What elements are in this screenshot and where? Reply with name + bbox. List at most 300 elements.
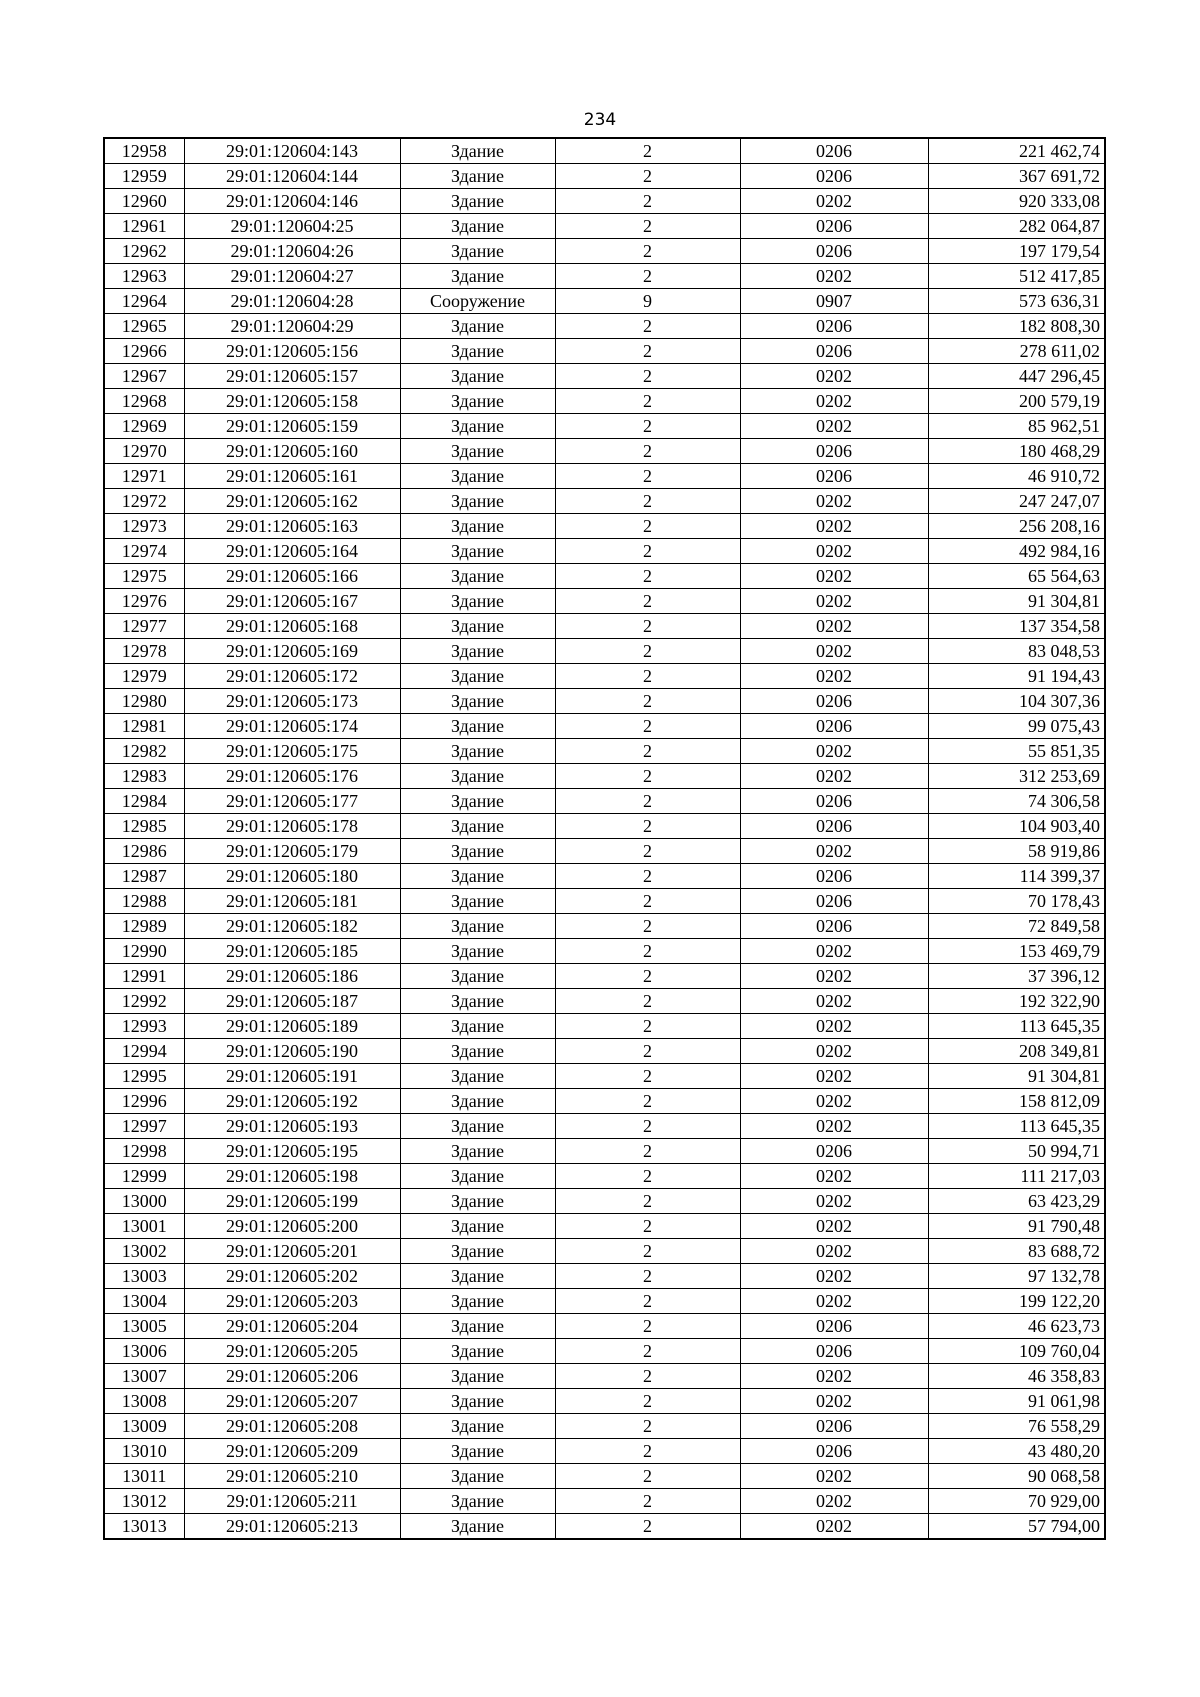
- cadastral-number-cell: 29:01:120605:203: [184, 1289, 400, 1314]
- cadastral-number-cell: 29:01:120604:143: [184, 138, 400, 164]
- table-row: [104, 714, 1105, 739]
- row-number-cell: 13012: [104, 1489, 184, 1514]
- code-cell: 0202: [740, 1364, 928, 1389]
- table-row: [104, 1314, 1105, 1339]
- cadastral-value-cell: 72 849,58: [928, 914, 1105, 939]
- code-cell: 0206: [740, 339, 928, 364]
- row-number-cell: 13001: [104, 1214, 184, 1239]
- cadastral-value-cell: 91 304,81: [928, 589, 1105, 614]
- group-cell: 2: [555, 1164, 740, 1189]
- code-cell: 0202: [740, 1289, 928, 1314]
- group-cell: 2: [555, 914, 740, 939]
- object-type-cell: Здание: [400, 989, 555, 1014]
- cadastral-value-cell: 57 794,00: [928, 1514, 1105, 1540]
- object-type-cell: Здание: [400, 514, 555, 539]
- object-type-cell: Здание: [400, 389, 555, 414]
- row-number-cell: 12962: [104, 239, 184, 264]
- cadastral-number-cell: 29:01:120605:166: [184, 564, 400, 589]
- group-cell: 2: [555, 664, 740, 689]
- object-type-cell: Здание: [400, 964, 555, 989]
- object-type-cell: Здание: [400, 1514, 555, 1540]
- group-cell: 2: [555, 964, 740, 989]
- object-type-cell: Здание: [400, 1439, 555, 1464]
- cadastral-number-cell: 29:01:120605:193: [184, 1114, 400, 1139]
- group-cell: 2: [555, 1289, 740, 1314]
- cadastral-number-cell: 29:01:120605:207: [184, 1389, 400, 1414]
- row-number-cell: 12964: [104, 289, 184, 314]
- object-type-cell: Здание: [400, 1114, 555, 1139]
- page-number: 234: [583, 110, 617, 130]
- object-type-cell: Здание: [400, 464, 555, 489]
- row-number-cell: 12984: [104, 789, 184, 814]
- cadastral-number-cell: 29:01:120605:161: [184, 464, 400, 489]
- cadastral-value-cell: 46 910,72: [928, 464, 1105, 489]
- cadastral-value-cell: 91 194,43: [928, 664, 1105, 689]
- object-type-cell: Здание: [400, 214, 555, 239]
- group-cell: 2: [555, 1114, 740, 1139]
- cadastral-number-cell: 29:01:120605:180: [184, 864, 400, 889]
- row-number-cell: 13002: [104, 1239, 184, 1264]
- cadastral-value-cell: 83 688,72: [928, 1239, 1105, 1264]
- row-number-cell: 12987: [104, 864, 184, 889]
- cadastral-value-cell: 70 929,00: [928, 1489, 1105, 1514]
- group-cell: 2: [555, 414, 740, 439]
- code-cell: 0202: [740, 1189, 928, 1214]
- object-type-cell: Здание: [400, 1164, 555, 1189]
- group-cell: 2: [555, 864, 740, 889]
- table-row: [104, 289, 1105, 314]
- cadastral-value-cell: 43 480,20: [928, 1439, 1105, 1464]
- group-cell: 2: [555, 489, 740, 514]
- table-row: [104, 989, 1105, 1014]
- code-cell: 0206: [740, 789, 928, 814]
- row-number-cell: 12981: [104, 714, 184, 739]
- cadastral-value-cell: 256 208,16: [928, 514, 1105, 539]
- group-cell: 2: [555, 1489, 740, 1514]
- table-row: [104, 1039, 1105, 1064]
- row-number-cell: 12959: [104, 164, 184, 189]
- group-cell: 2: [555, 364, 740, 389]
- row-number-cell: 12988: [104, 889, 184, 914]
- row-number-cell: 12961: [104, 214, 184, 239]
- row-number-cell: 13003: [104, 1264, 184, 1289]
- table-row: [104, 664, 1105, 689]
- table-row: [104, 589, 1105, 614]
- code-cell: 0202: [740, 564, 928, 589]
- object-type-cell: Здание: [400, 1039, 555, 1064]
- row-number-cell: 12968: [104, 389, 184, 414]
- row-number-cell: 13006: [104, 1339, 184, 1364]
- cadastral-number-cell: 29:01:120605:208: [184, 1414, 400, 1439]
- cadastral-number-cell: 29:01:120605:174: [184, 714, 400, 739]
- group-cell: 2: [555, 789, 740, 814]
- cadastral-value-cell: 50 994,71: [928, 1139, 1105, 1164]
- object-type-cell: Здание: [400, 1239, 555, 1264]
- object-type-cell: Здание: [400, 1189, 555, 1214]
- cadastral-number-cell: 29:01:120605:163: [184, 514, 400, 539]
- cadastral-number-cell: 29:01:120605:169: [184, 639, 400, 664]
- cadastral-value-cell: 104 307,36: [928, 689, 1105, 714]
- row-number-cell: 13004: [104, 1289, 184, 1314]
- code-cell: 0202: [740, 1014, 928, 1039]
- table-row: [104, 1339, 1105, 1364]
- object-type-cell: Здание: [400, 664, 555, 689]
- row-number-cell: 12974: [104, 539, 184, 564]
- object-type-cell: Здание: [400, 1414, 555, 1439]
- table-row: [104, 889, 1105, 914]
- cadastral-number-cell: 29:01:120605:179: [184, 839, 400, 864]
- row-number-cell: 12975: [104, 564, 184, 589]
- code-cell: 0202: [740, 839, 928, 864]
- group-cell: 2: [555, 189, 740, 214]
- row-number-cell: 13009: [104, 1414, 184, 1439]
- group-cell: 2: [555, 564, 740, 589]
- table-row: [104, 864, 1105, 889]
- code-cell: 0202: [740, 1464, 928, 1489]
- row-number-cell: 12996: [104, 1089, 184, 1114]
- table-row: [104, 689, 1105, 714]
- object-type-cell: Здание: [400, 1089, 555, 1114]
- table-row: [104, 414, 1105, 439]
- group-cell: 2: [555, 839, 740, 864]
- cadastral-value-cell: 512 417,85: [928, 264, 1105, 289]
- cadastral-value-cell: 37 396,12: [928, 964, 1105, 989]
- cadastral-number-cell: 29:01:120604:25: [184, 214, 400, 239]
- cadastral-value-cell: 182 808,30: [928, 314, 1105, 339]
- cadastral-value-cell: 99 075,43: [928, 714, 1105, 739]
- code-cell: 0202: [740, 939, 928, 964]
- cadastral-number-cell: 29:01:120605:189: [184, 1014, 400, 1039]
- row-number-cell: 12967: [104, 364, 184, 389]
- cadastral-value-cell: 180 468,29: [928, 439, 1105, 464]
- cadastral-number-cell: 29:01:120605:202: [184, 1264, 400, 1289]
- cadastral-number-cell: 29:01:120605:173: [184, 689, 400, 714]
- code-cell: 0206: [740, 464, 928, 489]
- cadastral-number-cell: 29:01:120605:176: [184, 764, 400, 789]
- table-row: [104, 564, 1105, 589]
- group-cell: 2: [555, 138, 740, 164]
- row-number-cell: 12999: [104, 1164, 184, 1189]
- object-type-cell: Здание: [400, 364, 555, 389]
- object-type-cell: Здание: [400, 439, 555, 464]
- code-cell: 0202: [740, 1164, 928, 1189]
- object-type-cell: Здание: [400, 138, 555, 164]
- row-number-cell: 12991: [104, 964, 184, 989]
- row-number-cell: 12979: [104, 664, 184, 689]
- object-type-cell: Здание: [400, 1289, 555, 1314]
- code-cell: 0206: [740, 1439, 928, 1464]
- object-type-cell: Здание: [400, 264, 555, 289]
- group-cell: 2: [555, 1064, 740, 1089]
- code-cell: 0206: [740, 914, 928, 939]
- cadastral-value-cell: 573 636,31: [928, 289, 1105, 314]
- group-cell: 2: [555, 1389, 740, 1414]
- group-cell: 2: [555, 589, 740, 614]
- table-row: [104, 1164, 1105, 1189]
- row-number-cell: 13011: [104, 1464, 184, 1489]
- row-number-cell: 12998: [104, 1139, 184, 1164]
- code-cell: 0206: [740, 314, 928, 339]
- cadastral-value-cell: 153 469,79: [928, 939, 1105, 964]
- code-cell: 0202: [740, 489, 928, 514]
- cadastral-value-cell: 200 579,19: [928, 389, 1105, 414]
- cadastral-value-cell: 199 122,20: [928, 1289, 1105, 1314]
- code-cell: 0206: [740, 138, 928, 164]
- group-cell: 2: [555, 1189, 740, 1214]
- table-row: [104, 1064, 1105, 1089]
- row-number-cell: 12993: [104, 1014, 184, 1039]
- object-type-cell: Здание: [400, 1014, 555, 1039]
- code-cell: 0206: [740, 689, 928, 714]
- table-row: [104, 1514, 1105, 1540]
- group-cell: 2: [555, 214, 740, 239]
- row-number-cell: 12972: [104, 489, 184, 514]
- table-row: [104, 1214, 1105, 1239]
- object-type-cell: Здание: [400, 1364, 555, 1389]
- cadastral-number-cell: 29:01:120604:27: [184, 264, 400, 289]
- table-row: [104, 239, 1105, 264]
- cadastral-value-cell: 367 691,72: [928, 164, 1105, 189]
- object-type-cell: Здание: [400, 1489, 555, 1514]
- table-row: [104, 1364, 1105, 1389]
- row-number-cell: 12982: [104, 739, 184, 764]
- row-number-cell: 12958: [104, 138, 184, 164]
- group-cell: 2: [555, 339, 740, 364]
- group-cell: 2: [555, 639, 740, 664]
- code-cell: 0206: [740, 889, 928, 914]
- cadastral-value-cell: 58 919,86: [928, 839, 1105, 864]
- cadastral-number-cell: 29:01:120605:156: [184, 339, 400, 364]
- row-number-cell: 12970: [104, 439, 184, 464]
- table-row: [104, 214, 1105, 239]
- code-cell: 0202: [740, 389, 928, 414]
- cadastral-value-cell: 91 790,48: [928, 1214, 1105, 1239]
- cadastral-number-cell: 29:01:120605:159: [184, 414, 400, 439]
- cadastral-value-cell: 197 179,54: [928, 239, 1105, 264]
- object-type-cell: Здание: [400, 714, 555, 739]
- cadastral-number-cell: 29:01:120605:201: [184, 1239, 400, 1264]
- row-number-cell: 12966: [104, 339, 184, 364]
- group-cell: 2: [555, 739, 740, 764]
- row-number-cell: 12971: [104, 464, 184, 489]
- object-type-cell: Здание: [400, 539, 555, 564]
- object-type-cell: Здание: [400, 1264, 555, 1289]
- group-cell: 2: [555, 1414, 740, 1439]
- cadastral-number-cell: 29:01:120605:177: [184, 789, 400, 814]
- cadastral-value-cell: 65 564,63: [928, 564, 1105, 589]
- table-row: [104, 639, 1105, 664]
- cadastral-value-cell: 208 349,81: [928, 1039, 1105, 1064]
- cadastral-number-cell: 29:01:120605:190: [184, 1039, 400, 1064]
- code-cell: 0202: [740, 1039, 928, 1064]
- code-cell: 0206: [740, 864, 928, 889]
- row-number-cell: 12980: [104, 689, 184, 714]
- object-type-cell: Здание: [400, 339, 555, 364]
- group-cell: 2: [555, 1464, 740, 1489]
- cadastral-number-cell: 29:01:120605:204: [184, 1314, 400, 1339]
- object-type-cell: Здание: [400, 1464, 555, 1489]
- code-cell: 0202: [740, 514, 928, 539]
- table-row: [104, 814, 1105, 839]
- cadastral-number-cell: 29:01:120605:198: [184, 1164, 400, 1189]
- table-row: [104, 189, 1105, 214]
- table-row: [104, 1089, 1105, 1114]
- row-number-cell: 12992: [104, 989, 184, 1014]
- code-cell: 0206: [740, 214, 928, 239]
- code-cell: 0206: [740, 1414, 928, 1439]
- code-cell: 0202: [740, 264, 928, 289]
- row-number-cell: 12994: [104, 1039, 184, 1064]
- code-cell: 0202: [740, 764, 928, 789]
- table-row: [104, 314, 1105, 339]
- group-cell: 9: [555, 289, 740, 314]
- cadastral-value-cell: 278 611,02: [928, 339, 1105, 364]
- code-cell: 0202: [740, 964, 928, 989]
- cadastral-value-cell: 113 645,35: [928, 1114, 1105, 1139]
- table-row: [104, 138, 1105, 164]
- group-cell: 2: [555, 314, 740, 339]
- cadastral-number-cell: 29:01:120605:192: [184, 1089, 400, 1114]
- group-cell: 2: [555, 439, 740, 464]
- object-type-cell: Здание: [400, 1064, 555, 1089]
- cadastral-number-cell: 29:01:120605:158: [184, 389, 400, 414]
- object-type-cell: Здание: [400, 864, 555, 889]
- table-row: [104, 1189, 1105, 1214]
- cadastral-value-cell: 83 048,53: [928, 639, 1105, 664]
- group-cell: 2: [555, 539, 740, 564]
- cadastral-value-cell: 111 217,03: [928, 1164, 1105, 1189]
- cadastral-number-cell: 29:01:120605:185: [184, 939, 400, 964]
- cadastral-value-cell: 55 851,35: [928, 739, 1105, 764]
- cadastral-number-cell: 29:01:120605:162: [184, 489, 400, 514]
- group-cell: 2: [555, 164, 740, 189]
- cadastral-value-cell: 192 322,90: [928, 989, 1105, 1014]
- group-cell: 2: [555, 1364, 740, 1389]
- object-type-cell: Здание: [400, 639, 555, 664]
- table-row: [104, 1464, 1105, 1489]
- cadastral-value-cell: 282 064,87: [928, 214, 1105, 239]
- group-cell: 2: [555, 1139, 740, 1164]
- code-cell: 0202: [740, 989, 928, 1014]
- object-type-cell: Здание: [400, 239, 555, 264]
- group-cell: 2: [555, 689, 740, 714]
- group-cell: 2: [555, 714, 740, 739]
- object-type-cell: Здание: [400, 1389, 555, 1414]
- row-number-cell: 12995: [104, 1064, 184, 1089]
- object-type-cell: Здание: [400, 1314, 555, 1339]
- object-type-cell: Сооружение: [400, 289, 555, 314]
- group-cell: 2: [555, 1089, 740, 1114]
- group-cell: 2: [555, 1014, 740, 1039]
- group-cell: 2: [555, 1214, 740, 1239]
- table-row: [104, 464, 1105, 489]
- cadastral-value-cell: 247 247,07: [928, 489, 1105, 514]
- cadastral-value-cell: 63 423,29: [928, 1189, 1105, 1214]
- cadastral-number-cell: 29:01:120605:167: [184, 589, 400, 614]
- cadastral-value-cell: 492 984,16: [928, 539, 1105, 564]
- row-number-cell: 12997: [104, 1114, 184, 1139]
- cadastral-number-cell: 29:01:120605:213: [184, 1514, 400, 1540]
- code-cell: 0202: [740, 1114, 928, 1139]
- row-number-cell: 13010: [104, 1439, 184, 1464]
- group-cell: 2: [555, 1264, 740, 1289]
- table-row: [104, 1014, 1105, 1039]
- cadastral-number-cell: 29:01:120605:181: [184, 889, 400, 914]
- row-number-cell: 13000: [104, 1189, 184, 1214]
- code-cell: 0206: [740, 814, 928, 839]
- code-cell: 0206: [740, 1139, 928, 1164]
- group-cell: 2: [555, 1514, 740, 1540]
- code-cell: 0206: [740, 239, 928, 264]
- group-cell: 2: [555, 1314, 740, 1339]
- cadastral-value-cell: 137 354,58: [928, 614, 1105, 639]
- group-cell: 2: [555, 989, 740, 1014]
- cadastral-value-cell: 447 296,45: [928, 364, 1105, 389]
- row-number-cell: 12983: [104, 764, 184, 789]
- cadastral-number-cell: 29:01:120604:29: [184, 314, 400, 339]
- object-type-cell: Здание: [400, 814, 555, 839]
- table-row: [104, 539, 1105, 564]
- cadastral-number-cell: 29:01:120605:172: [184, 664, 400, 689]
- table-row: [104, 439, 1105, 464]
- cadastral-number-cell: 29:01:120605:205: [184, 1339, 400, 1364]
- object-type-cell: Здание: [400, 564, 555, 589]
- code-cell: 0202: [740, 1489, 928, 1514]
- group-cell: 2: [555, 1239, 740, 1264]
- cadastral-value-cell: 90 068,58: [928, 1464, 1105, 1489]
- object-type-cell: Здание: [400, 164, 555, 189]
- group-cell: 2: [555, 614, 740, 639]
- code-cell: 0202: [740, 1214, 928, 1239]
- row-number-cell: 12976: [104, 589, 184, 614]
- object-type-cell: Здание: [400, 1339, 555, 1364]
- table-row: [104, 1439, 1105, 1464]
- cadastral-value-cell: 97 132,78: [928, 1264, 1105, 1289]
- cadastral-number-cell: 29:01:120605:210: [184, 1464, 400, 1489]
- table-row: [104, 164, 1105, 189]
- object-type-cell: Здание: [400, 589, 555, 614]
- object-type-cell: Здание: [400, 939, 555, 964]
- row-number-cell: 13008: [104, 1389, 184, 1414]
- object-type-cell: Здание: [400, 1139, 555, 1164]
- table-row: [104, 789, 1105, 814]
- group-cell: 2: [555, 889, 740, 914]
- object-type-cell: Здание: [400, 614, 555, 639]
- table-row: [104, 1289, 1105, 1314]
- table-row: [104, 614, 1105, 639]
- table-row: [104, 339, 1105, 364]
- cadastral-number-cell: 29:01:120605:182: [184, 914, 400, 939]
- cadastral-value-cell: 221 462,74: [928, 138, 1105, 164]
- cadastral-number-cell: 29:01:120605:178: [184, 814, 400, 839]
- code-cell: 0202: [740, 1389, 928, 1414]
- code-cell: 0202: [740, 1514, 928, 1540]
- cadastral-value-cell: 158 812,09: [928, 1089, 1105, 1114]
- table-row: [104, 514, 1105, 539]
- code-cell: 0202: [740, 414, 928, 439]
- object-type-cell: Здание: [400, 689, 555, 714]
- code-cell: 0206: [740, 1314, 928, 1339]
- code-cell: 0206: [740, 439, 928, 464]
- code-cell: 0202: [740, 639, 928, 664]
- cadastral-value-cell: 46 623,73: [928, 1314, 1105, 1339]
- group-cell: 2: [555, 264, 740, 289]
- object-type-cell: Здание: [400, 889, 555, 914]
- group-cell: 2: [555, 764, 740, 789]
- row-number-cell: 12989: [104, 914, 184, 939]
- group-cell: 2: [555, 239, 740, 264]
- group-cell: 2: [555, 939, 740, 964]
